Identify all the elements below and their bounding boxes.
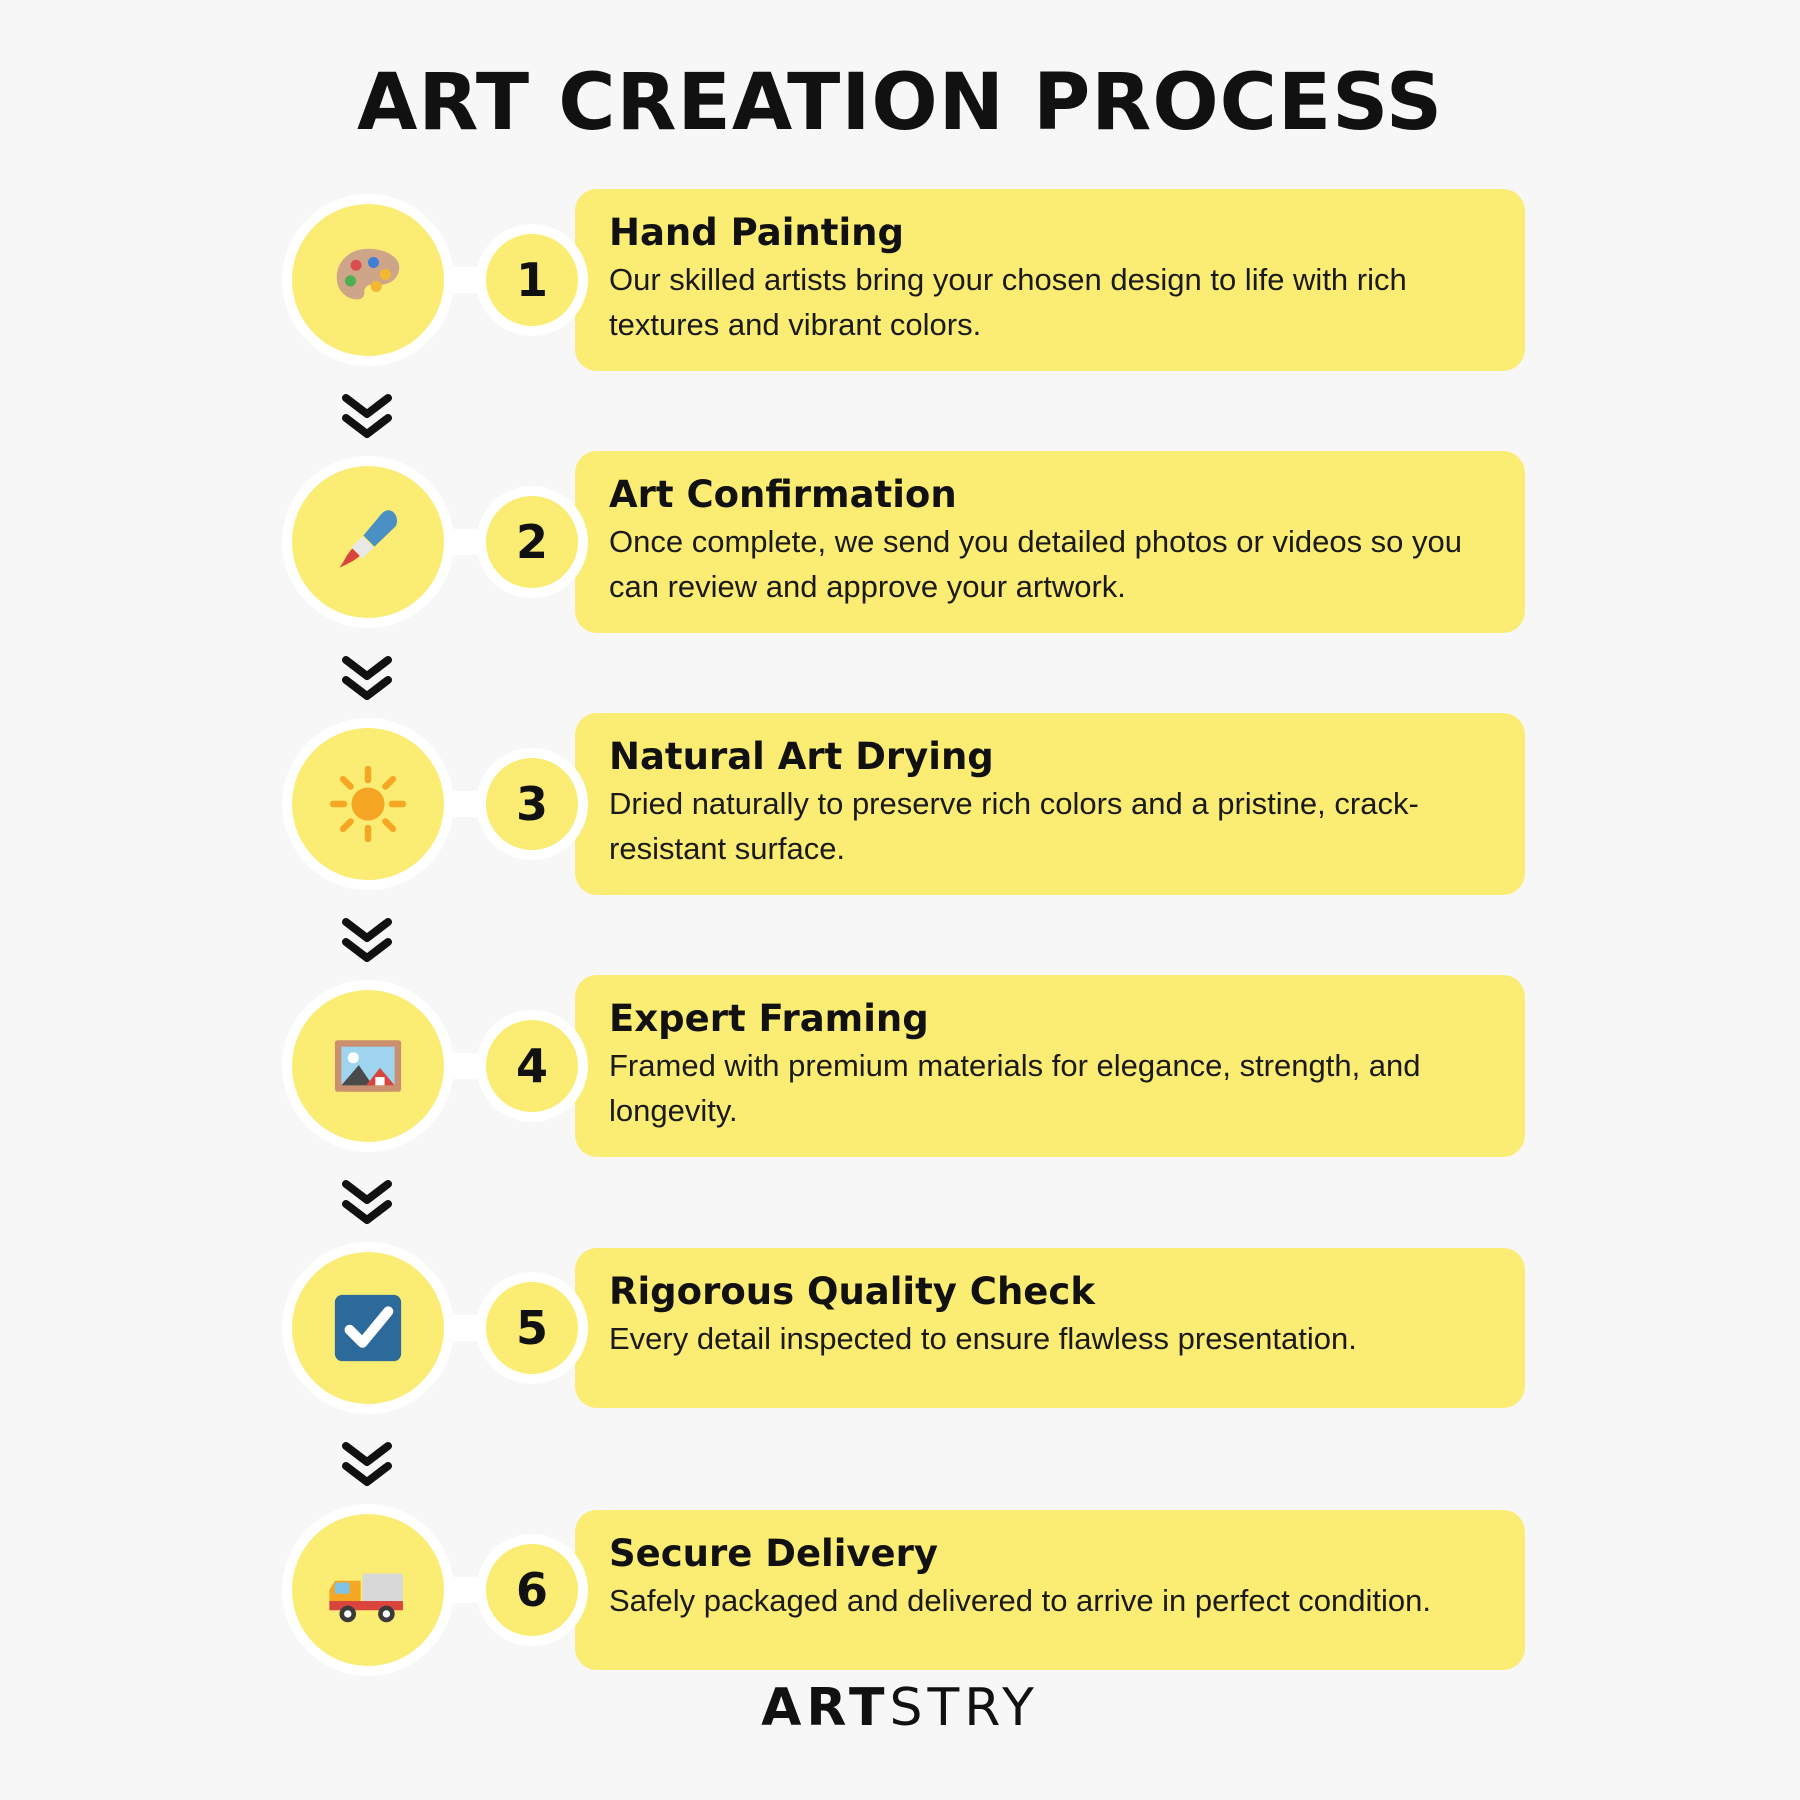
process-step-2 [0,452,1800,632]
step-card-6 [575,1510,1525,1670]
step-number-container-4 [476,1010,588,1122]
process-step-6 [0,1500,1800,1680]
step-title-2: Art Confirmation [609,473,957,517]
step-number-5: 5 [486,1282,578,1374]
brand-name-bold: ART [761,1678,890,1738]
framed-picture-icon [292,990,444,1142]
chevron-down-icon [337,1436,397,1494]
step-icon-container-4 [282,980,454,1152]
step-number-container-5 [476,1272,588,1384]
chevron-down-icon [337,1174,397,1232]
step-title-5: Rigorous Quality Check [609,1270,1095,1313]
process-step-3 [0,714,1800,894]
step-number-1: 1 [486,234,578,326]
step-description-3: Dried naturally to preserve rich colors and a pristine, crack-resistant surface. [609,786,1419,866]
step-icon-container-3 [282,718,454,890]
step-number-container-1 [476,224,588,336]
step-card-1 [575,189,1525,370]
palette-icon [292,204,444,356]
step-description-5: Every detail inspected to ensure flawless presentation. [609,1321,1357,1356]
step-description-2: Once complete, we send you detailed photos or videos so you can review and approve your artwork. [609,524,1463,604]
step-description-4: Framed with premium materials for elegance, strength, and longevity. [609,1048,1421,1128]
step-card-2 [575,451,1525,632]
step-description-1: Our skilled artists bring your chosen design to life with rich textures and vibrant colors. [609,262,1407,342]
process-steps-list [0,190,1800,1680]
process-step-4 [0,976,1800,1156]
sun-icon [292,728,444,880]
step-number-2: 2 [486,496,578,588]
step-description-6: Safely packaged and delivered to arrive in perfect condition. [609,1583,1431,1618]
step-icon-container-6 [282,1504,454,1676]
step-card-5 [575,1248,1525,1408]
step-title-1: Hand Painting [609,211,904,255]
step-icon-container-1 [282,194,454,366]
step-number-container-6 [476,1534,588,1646]
process-step-1 [0,190,1800,370]
step-number-4: 4 [486,1020,578,1112]
chevron-down-icon [337,650,397,708]
step-number-container-2 [476,486,588,598]
step-number-3: 3 [486,758,578,850]
brand-logo [0,1678,1800,1738]
page-title: ART CREATION PROCESS [356,58,1444,148]
process-step-5 [0,1238,1800,1418]
brand-name-light: STRY [889,1678,1039,1738]
step-icon-container-5 [282,1242,454,1414]
step-title-4: Expert Framing [609,997,929,1041]
step-number-6: 6 [486,1544,578,1636]
step-icon-container-2 [282,456,454,628]
step-title-6: Secure Delivery [609,1532,938,1575]
paintbrush-icon [292,466,444,618]
checkmark-box-icon [292,1252,444,1404]
chevron-down-icon [337,912,397,970]
step-card-3 [575,713,1525,894]
chevron-down-icon [337,388,397,446]
step-number-container-3 [476,748,588,860]
step-title-3: Natural Art Drying [609,735,994,779]
delivery-truck-icon [292,1514,444,1666]
step-card-4 [575,975,1525,1156]
